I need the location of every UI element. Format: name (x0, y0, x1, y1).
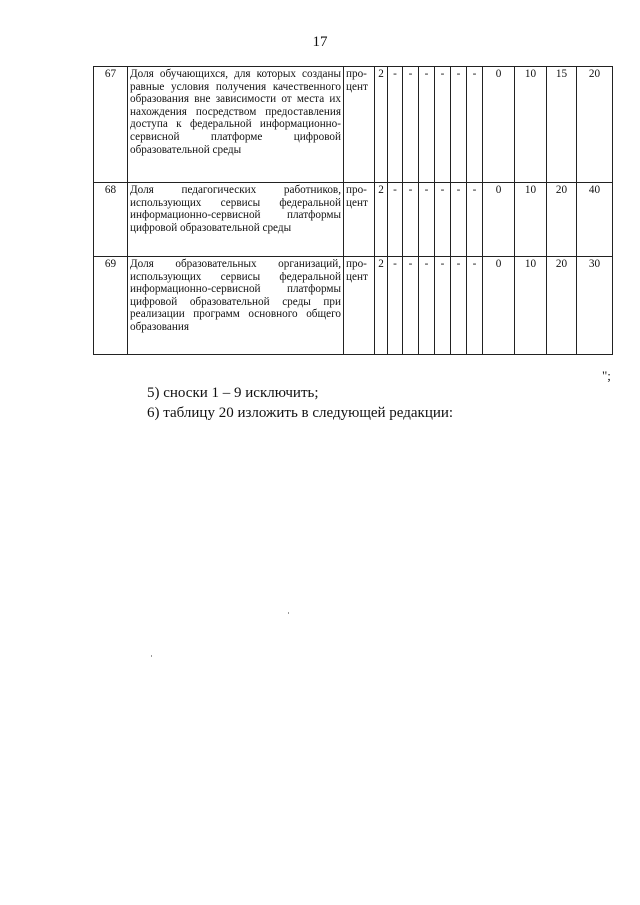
value-cell: - (435, 257, 451, 355)
scan-speck (288, 612, 289, 614)
value-cell: - (467, 183, 483, 257)
value-cell: - (451, 67, 467, 183)
value-cell: - (467, 257, 483, 355)
value-cell: 30 (577, 257, 613, 355)
row-number: 69 (94, 257, 128, 355)
value-cell: - (388, 67, 403, 183)
page-number: 17 (312, 34, 328, 50)
value-cell: 0 (483, 257, 515, 355)
unit-cell: про-цент (344, 67, 375, 183)
indicator-name: Доля обучающихся, для которых созданы равные условия получения качественного образования вне зависимости от места их нахождения посредством предоставления доступа к федеральной информационно-сервисной платформе цифровой образовательной среды (128, 67, 344, 183)
table-row (94, 67, 613, 183)
value-cell: - (419, 67, 435, 183)
value-cell: - (419, 257, 435, 355)
value-cell: 2 (375, 257, 388, 355)
unit-cell: про-цент (344, 183, 375, 257)
value-cell: - (451, 183, 467, 257)
value-cell: 0 (483, 183, 515, 257)
indicators-table (93, 66, 613, 355)
value-cell: 15 (547, 67, 577, 183)
value-cell: 10 (515, 67, 547, 183)
scan-speck (151, 655, 152, 657)
value-cell: - (403, 183, 419, 257)
row-number: 67 (94, 67, 128, 183)
value-cell: - (451, 257, 467, 355)
value-cell: - (419, 183, 435, 257)
table-row (94, 257, 613, 355)
value-cell: 2 (375, 67, 388, 183)
paragraph-footnotes-removal: 5) сноски 1 – 9 исключить; (147, 385, 319, 401)
value-cell: 2 (375, 183, 388, 257)
value-cell: 10 (515, 257, 547, 355)
value-cell: 20 (547, 183, 577, 257)
value-cell: - (435, 183, 451, 257)
value-cell: - (388, 183, 403, 257)
value-cell: - (403, 257, 419, 355)
value-cell: 20 (577, 67, 613, 183)
closing-quote-mark: "; (602, 368, 611, 383)
value-cell: - (467, 67, 483, 183)
table-body (94, 67, 613, 355)
value-cell: 20 (547, 257, 577, 355)
value-cell: 0 (483, 67, 515, 183)
value-cell: 40 (577, 183, 613, 257)
value-cell: - (403, 67, 419, 183)
value-cell: 10 (515, 183, 547, 257)
paragraph-table-20-revision: 6) таблицу 20 изложить в следующей редакции: (147, 405, 454, 421)
table-row (94, 183, 613, 257)
indicator-name: Доля педагогических работников, использующих сервисы федеральной информационно-сервисной платформы цифровой образовательной среды (128, 183, 344, 257)
row-number: 68 (94, 183, 128, 257)
unit-cell: про-цент (344, 257, 375, 355)
indicator-name: Доля образовательных организаций, использующих сервисы федеральной информационно-сервисной платформы цифровой образовательной среды при реализации программ основного общего образования (128, 257, 344, 355)
value-cell: - (388, 257, 403, 355)
value-cell: - (435, 67, 451, 183)
